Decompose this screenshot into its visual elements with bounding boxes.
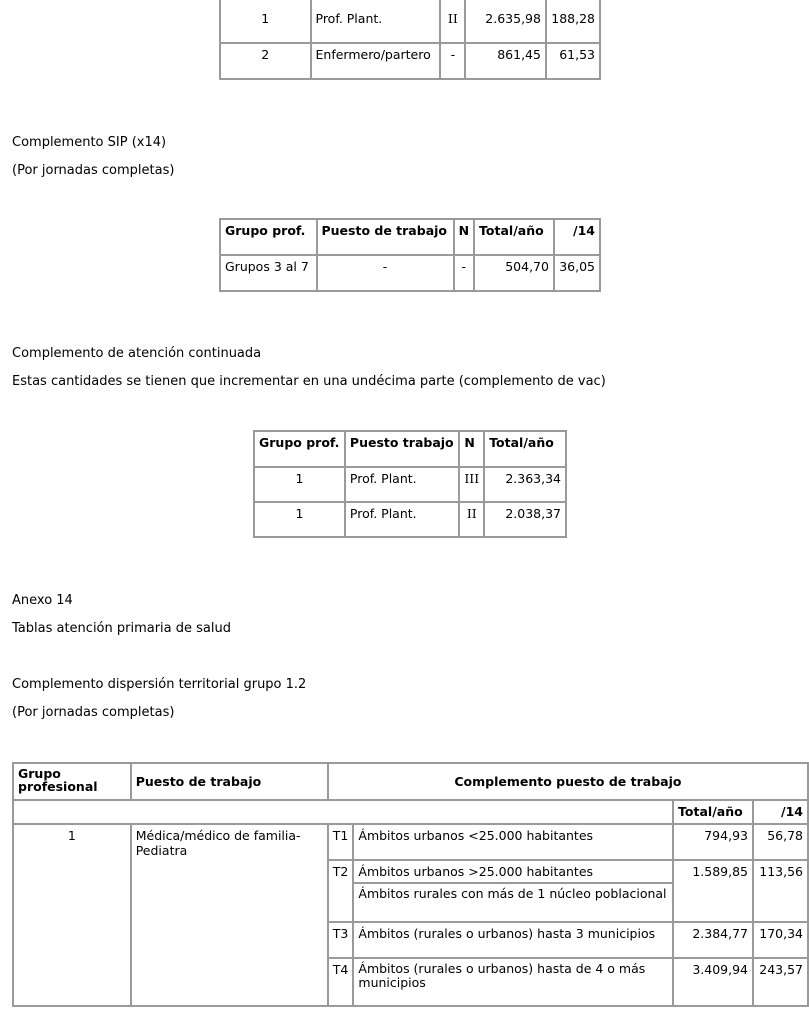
header-x14: /14 — [554, 219, 600, 255]
section-title-sip: Complemento SIP (x14) — [12, 135, 167, 150]
cell-puesto: Prof. Plant. — [345, 502, 459, 537]
header-total: Total/año — [474, 219, 554, 255]
section-subtitle-dispersion: (Por jornadas completas) — [12, 705, 175, 720]
cell-tipo: T4 — [328, 958, 354, 1006]
table-row — [220, 0, 600, 43]
cell-x14: 56,78 — [753, 824, 808, 860]
cell-ambito: Ámbitos (rurales o urbanos) hasta de 4 o más municipios — [353, 958, 673, 1006]
subheader-empty — [13, 800, 673, 824]
header-puesto: Puesto de trabajo — [317, 219, 454, 255]
cell-ambito: Ámbitos (rurales o urbanos) hasta 3 municipios — [353, 922, 673, 958]
header-puesto: Puesto trabajo — [345, 431, 459, 467]
cell-puesto: Enfermero/partero — [311, 43, 441, 79]
cell-n: II — [440, 0, 465, 43]
cell-grupo: 1 — [254, 502, 345, 537]
cell-grupo: 1 — [220, 0, 311, 43]
cell-puesto: Prof. Plant. — [345, 467, 459, 502]
cell-total: 1.589,85 — [673, 860, 753, 922]
header-grupo: Grupo prof. — [254, 431, 345, 467]
section-title-continuada: Complemento de atención continuada — [12, 346, 262, 361]
table-row — [254, 502, 566, 537]
cell-n: II — [459, 502, 484, 537]
table-row — [220, 255, 600, 291]
header-total: Total/año — [673, 800, 753, 824]
table-row — [13, 824, 808, 860]
header-complemento: Complemento puesto de trabajo — [328, 763, 808, 800]
cell-x14: 170,34 — [753, 922, 808, 958]
header-x14: /14 — [753, 800, 808, 824]
header-puesto: Puesto de trabajo — [131, 763, 328, 800]
cell-x14: 113,56 — [753, 860, 808, 922]
anexo-title: Anexo 14 — [12, 593, 73, 608]
section-title-dispersion: Complemento dispersión territorial grupo 1.2 — [12, 677, 307, 692]
cell-total: 504,70 — [474, 255, 554, 291]
cell-puesto: - — [317, 255, 454, 291]
table-header-row — [13, 763, 808, 800]
cell-tipo: T1 — [328, 824, 354, 860]
cell-tipo: T2 — [328, 860, 354, 922]
cell-grupo: 1 — [254, 467, 345, 502]
header-n: N — [459, 431, 484, 467]
cell-ambito: Ámbitos urbanos >25.000 habitantes — [353, 860, 673, 883]
cell-x14: 243,57 — [753, 958, 808, 1006]
table-subheader-row — [13, 800, 808, 824]
cell-total: 794,93 — [673, 824, 753, 860]
cell-total: 2.635,98 — [465, 0, 546, 43]
cell-ambito: Ámbitos urbanos <25.000 habitantes — [353, 824, 673, 860]
cell-puesto: Prof. Plant. — [311, 0, 441, 43]
anexo-subtitle: Tablas atención primaria de salud — [12, 621, 231, 636]
header-grupo: Grupo profesional — [13, 763, 131, 800]
cell-x14: 36,05 — [554, 255, 600, 291]
cell-grupo: 2 — [220, 43, 311, 79]
cell-total: 3.409,94 — [673, 958, 753, 1006]
section-subtitle-sip: (Por jornadas completas) — [12, 163, 175, 178]
cell-tipo: T3 — [328, 922, 354, 958]
table-header-row — [254, 431, 566, 467]
cell-grupo: 1 — [13, 824, 131, 1006]
table-row — [220, 43, 600, 79]
table-dispersion — [12, 762, 809, 1007]
table-continuada — [253, 430, 567, 538]
cell-puesto: Médica/médico de familia-Pediatra — [131, 824, 328, 1006]
cell-n: - — [454, 255, 474, 291]
cell-total: 2.038,37 — [484, 502, 566, 537]
cell-grupo: Grupos 3 al 7 — [220, 255, 317, 291]
table-header-row — [220, 219, 600, 255]
table-sip — [219, 218, 601, 292]
header-n: N — [454, 219, 474, 255]
table-complemento-previo — [219, 0, 601, 80]
cell-x14: 61,53 — [546, 43, 600, 79]
cell-ambito: Ámbitos rurales con más de 1 núcleo poblacional — [353, 883, 673, 922]
cell-total: 2.363,34 — [484, 467, 566, 502]
cell-n: III — [459, 467, 484, 502]
header-grupo: Grupo prof. — [220, 219, 317, 255]
cell-n: - — [440, 43, 465, 79]
header-total: Total/año — [484, 431, 566, 467]
cell-total: 861,45 — [465, 43, 546, 79]
cell-x14: 188,28 — [546, 0, 600, 43]
section-note-continuada: Estas cantidades se tienen que incrementar en una undécima parte (complemento de vac) — [12, 374, 606, 389]
table-row — [254, 467, 566, 502]
cell-total: 2.384,77 — [673, 922, 753, 958]
